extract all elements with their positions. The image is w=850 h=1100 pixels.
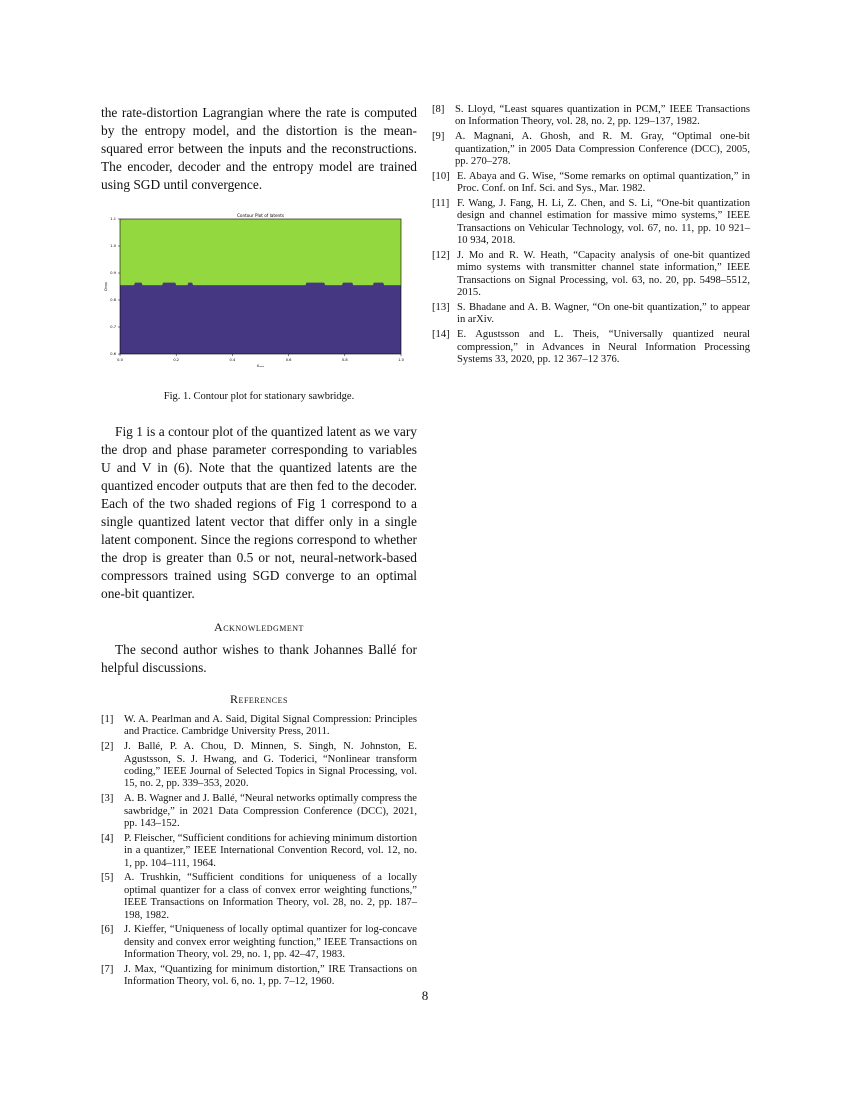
chart-title: Contour Plot of latents <box>236 213 285 218</box>
reference-text: E. Abaya and G. Wise, “Some remarks on optimal quantization,” in Proc. Conf. on Inf. Sci. and Sys., Mar. 1982. <box>457 170 750 195</box>
reference-item <box>432 329 750 366</box>
reference-item <box>101 924 417 961</box>
reference-text: S. Lloyd, “Least squares quantization in PCM,” IEEE Transactions on Information Theory, vol. 28, no. 2, pp. 129–137, 1982. <box>455 104 750 128</box>
y-axis-label: Drop <box>104 282 108 291</box>
references-heading: References <box>230 692 288 706</box>
reference-number: [13] <box>432 302 450 314</box>
reference-item <box>432 302 750 327</box>
acknowledgment-text: The second author wishes to thank Johannes Ballé for helpful discussions. <box>101 642 417 675</box>
left-column <box>101 104 417 991</box>
reference-number: [11] <box>432 198 450 210</box>
reference-list-left <box>101 714 417 989</box>
reference-number: [12] <box>432 250 450 262</box>
reference-text: S. Bhadane and A. B. Wagner, “On one-bit quantization,” to appear in arXiv. <box>457 302 750 326</box>
x-axis-label: Xₘₐₓ <box>256 364 265 368</box>
reference-text: A. Trushkin, “Sufficient conditions for uniqueness of a locally optimal quantizer for a class of convex error weighting functions,” IEEE Transactions on Information Theory, vol. 28, no. 2, pp. 187–198, 1982. <box>124 872 417 921</box>
reference-item <box>101 964 417 989</box>
reference-number: [4] <box>101 832 114 844</box>
reference-item <box>101 793 417 830</box>
reference-number: [7] <box>101 964 114 976</box>
reference-item <box>432 171 750 196</box>
y-tick-label: 0.8 <box>110 298 116 303</box>
reference-number: [10] <box>432 170 450 182</box>
right-column <box>432 104 750 369</box>
reference-number: [8] <box>432 104 445 115</box>
reference-item <box>432 198 750 248</box>
reference-number: [14] <box>432 329 450 341</box>
x-tick-label: 0.8 <box>341 358 348 362</box>
x-tick-label: 0.2 <box>173 358 180 362</box>
region-upper <box>120 219 401 285</box>
reference-item <box>101 833 417 870</box>
reference-text: A. Magnani, A. Ghosh, and R. M. Gray, “Optimal one-bit quantization,” in 2005 Data Compression Conference (DCC), 2005, pp. 270–278. <box>455 131 750 168</box>
reference-text: J. Kieffer, “Uniqueness of locally optimal quantizer for log-concave density and convex error weighting function,” IEEE Transactions on Information Theory, vol. 29, no. 1, pp. 42–47, 1983. <box>124 924 417 961</box>
reference-text: J. Max, “Quantizing for minimum distortion,” IRE Transactions on Information Theory, vol. 6, no. 1, pp. 7–12, 1960. <box>124 964 417 988</box>
reference-item <box>101 872 417 922</box>
reference-number: [1] <box>101 714 114 725</box>
reference-list-right <box>432 104 750 366</box>
region-lower <box>120 283 401 354</box>
reference-text: J. Mo and R. W. Heath, “Capacity analysis of one-bit quantized mimo systems with transmitter channel state information,” IEEE Transactions on Signal Processing, vol. 63, no. 20, pp. 5498–5512, 2015. <box>457 250 750 299</box>
intro-paragraph: the rate-distortion Lagrangian where the rate is computed by the entropy model, and the distortion is the mean-squared error between the inputs and the reconstructions. The encoder, decoder and the entropy model are trained using SGD until convergence. <box>101 105 417 192</box>
contour-plot <box>101 211 417 371</box>
reference-text: F. Wang, J. Fang, H. Li, Z. Chen, and S. Li, “One-bit quantization design and channel estimation for massive mimo systems,” IEEE Transactions on Vehicular Technology, vol. 67, no. 11, pp. 10 921–10 934, 2018. <box>457 198 750 247</box>
x-tick-label: 0.6 <box>285 358 292 362</box>
x-tick-label: 1.0 <box>398 358 404 362</box>
reference-text: J. Ballé, P. A. Chou, D. Minnen, S. Singh, N. Johnston, E. Agustsson, S. J. Hwang, and G. Toderici, “Nonlinear transform coding,” IEEE Journal of Selected Topics in Signal Processing, vol. 15, no. 2, pp. 339–353, 2020. <box>124 741 417 790</box>
reference-item <box>432 250 750 300</box>
y-tick-label: 1.0 <box>110 244 116 249</box>
reference-item <box>432 131 750 168</box>
page-number: 8 <box>421 988 429 1003</box>
reference-number: [9] <box>432 131 445 143</box>
reference-text: A. B. Wagner and J. Ballé, “Neural networks optimally compress the sawbridge,” in 2021 Data Compression Conference (DCC), 2021, pp. 143–152. <box>124 793 417 830</box>
figure-caption: Fig. 1. Contour plot for stationary sawbridge. <box>163 391 355 402</box>
y-tick-label: 1.1 <box>110 217 116 222</box>
y-tick-label: 0.9 <box>110 271 116 276</box>
reference-number: [5] <box>101 872 114 884</box>
y-tick-label: 0.7 <box>110 325 116 330</box>
reference-number: [6] <box>101 924 114 936</box>
reference-number: [2] <box>101 741 114 753</box>
reference-number: [3] <box>101 793 114 805</box>
reference-item <box>101 714 417 739</box>
reference-item <box>101 741 417 791</box>
reference-text: P. Fleischer, “Sufficient conditions for achieving minimum distortion in a quantizer,” IEEE International Convention Record, vol. 12, no. 1, pp. 104–111, 1964. <box>124 832 417 869</box>
reference-item <box>432 104 750 129</box>
reference-text: E. Agustsson and L. Theis, “Universally quantized neural compression,” in Advances in Neural Information Processing Systems 33, 2020, pp. 12 367–12 376. <box>457 329 750 366</box>
x-tick-label: 0.0 <box>117 358 123 362</box>
acknowledgment-heading: Acknowledgment <box>214 620 304 634</box>
x-tick-label: 0.4 <box>229 358 236 362</box>
figure-1 <box>101 211 417 371</box>
figure-discussion-paragraph: Fig 1 is a contour plot of the quantized latent as we vary the drop and phase parameter corresponding to variables U and V in (6). Note that the quantized latents are the quantized encoder outputs that are then fed to the decoder. Each of the two shaded regions of Fig 1 correspond to a single quantized latent vector that differ only in a single latent component. Since the regions correspond to whether the drop is greater than 0.5 or not, neural-network-based compressors trained using SGD converge to an optimal one-bit quantizer. <box>101 424 417 601</box>
y-tick-label: 0.6 <box>110 352 116 357</box>
reference-text: W. A. Pearlman and A. Said, Digital Signal Compression: Principles and Practice. Cambridge University Press, 2011. <box>124 714 417 738</box>
